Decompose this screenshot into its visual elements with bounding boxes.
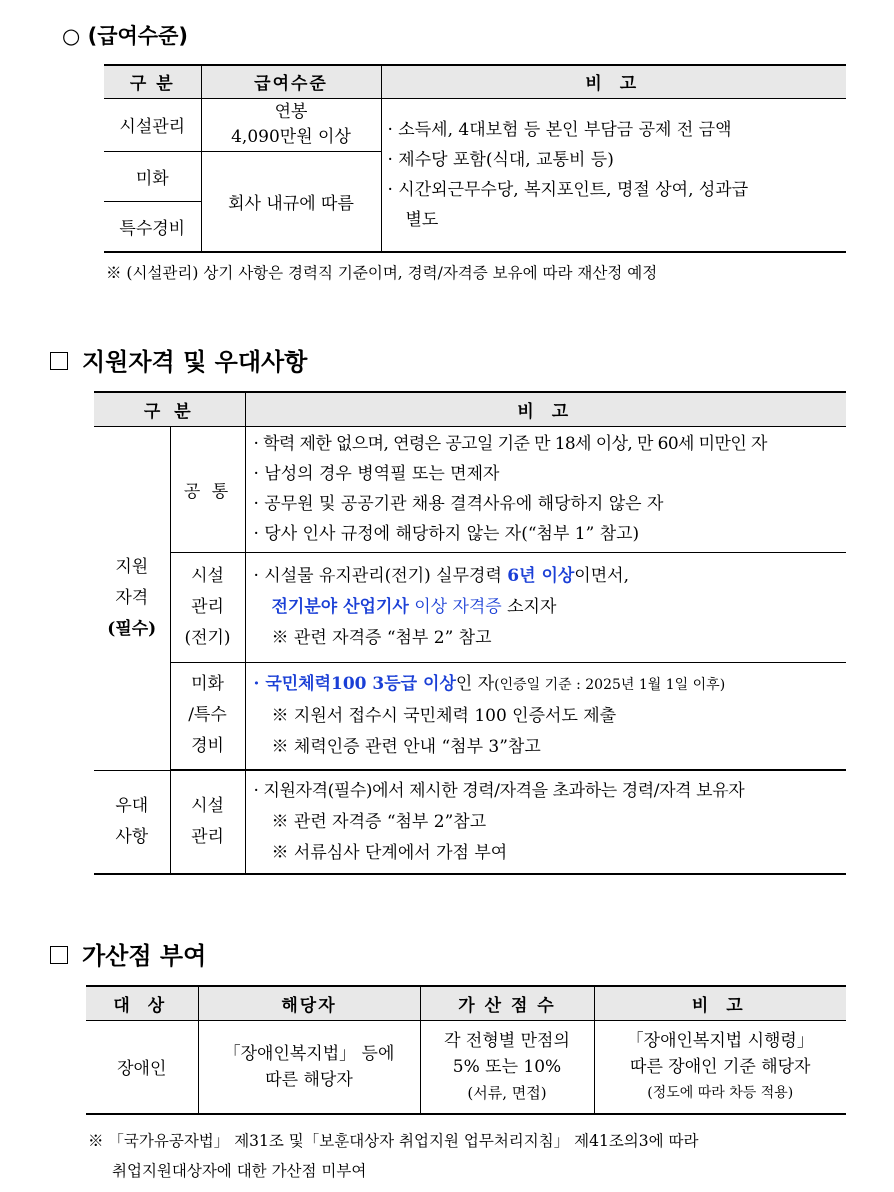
- preference-item: ※ 서류심사 단계에서 가점 부여: [271, 842, 508, 863]
- cleaning-highlight: · 국민체력100 3등급 이상: [253, 673, 456, 694]
- salary-level-internal: 회사 내규에 따름: [201, 151, 381, 252]
- cleaning-label-line: 미화: [191, 674, 224, 695]
- facility-highlight-years: 6년 이상: [507, 565, 575, 586]
- salary-remark-item: · 제수당 포함(식대, 교통비 등): [387, 149, 614, 170]
- bonus-footnote-line: ※ 「국가유공자법」 제31조 및「보훈대상자 취업지원 업무처리지침」 제41조의3에 따라: [88, 1132, 699, 1150]
- facility-text: 이면서,: [574, 565, 629, 586]
- bonus-table: [86, 985, 846, 1115]
- preference-label-line: 시설: [191, 796, 224, 816]
- bonus-eligible-line: 「장애인복지법」 등에: [223, 1043, 395, 1064]
- qualifications-heading-wrap: [50, 342, 307, 377]
- preference-label: [170, 770, 245, 874]
- salary-remark-item: · 소득세, 4대보험 등 본인 부담금 공제 전 금액: [387, 119, 732, 140]
- facility-line-2: [254, 592, 847, 623]
- qualifications-header-remark: 비 고: [245, 392, 846, 426]
- common-item: · 학력 제한 없으며, 연령은 공고일 기준 만 18세 이상, 만 60세 미만인 자: [253, 434, 767, 454]
- preference-item: ※ 관련 자격증 “첨부 2”참고: [271, 811, 487, 832]
- bonus-points-line: (서류, 면접): [467, 1083, 547, 1102]
- bonus-remark-line: (정도에 따라 차등 적용): [647, 1084, 794, 1101]
- qualifications-heading: 지원자격 및 우대사항: [82, 348, 308, 376]
- cleaning-text: 인 자: [455, 673, 495, 694]
- cleaning-line-1: [254, 669, 847, 701]
- bonus-header-remark: 비 고: [594, 986, 846, 1020]
- cleaning-line-2: ※ 지원서 접수시 국민체력 100 인증서도 제출: [271, 705, 617, 726]
- bonus-footnote-line: 취업지원대상자에 대한 가산점 미부여: [112, 1162, 367, 1180]
- required-group-line: 지원: [115, 556, 149, 577]
- checkbox-square-icon: [50, 946, 68, 964]
- bonus-eligible-line: 따른 해당자: [265, 1069, 353, 1090]
- cleaning-items: [245, 662, 846, 770]
- salary-level-facility: [201, 98, 381, 151]
- salary-header-level: 급여수준: [201, 65, 381, 98]
- cleaning-label-line: /특수: [188, 705, 227, 726]
- bonus-heading: 가산점 부여: [82, 942, 207, 970]
- bonus-header-eligible: 해당자: [198, 986, 420, 1020]
- cleaning-label: [170, 662, 245, 770]
- facility-line-3: ※ 관련 자격증 “첨부 2” 참고: [271, 627, 492, 648]
- common-item: · 공무원 및 공공기관 채용 결격사유에 해당하지 않은 자: [253, 494, 664, 514]
- common-label: 공 통: [170, 426, 245, 552]
- bonus-heading-wrap: [50, 936, 206, 971]
- bonus-points-line: 5% 또는 10%: [452, 1056, 562, 1077]
- required-group-line: 자격: [115, 587, 149, 608]
- cleaning-small-text: (인증일 기준 : 2025년 1월 1일 이후): [494, 676, 726, 693]
- required-group-line: (필수): [107, 618, 157, 639]
- salary-level-amount: 4,090만원 이상: [231, 126, 351, 147]
- salary-footnote: ※ (시설관리) 상기 사항은 경력직 기준이며, 경력/자격증 보유에 따라 재산정 예정: [106, 264, 658, 282]
- salary-remark-item: · 시간외근무수당, 복지포인트, 명절 상여, 성과급: [387, 179, 749, 200]
- salary-header-remark: 비 고: [381, 65, 846, 98]
- bonus-footnote: [88, 1126, 699, 1186]
- bonus-eligible: [198, 1020, 420, 1114]
- facility-text: 소지자: [501, 596, 557, 617]
- checkbox-square-icon: [50, 352, 68, 370]
- bonus-remark-line: 따른 장애인 기준 해당자: [630, 1056, 811, 1077]
- salary-header-category: 구 분: [104, 65, 201, 98]
- facility-text: · 시설물 유지관리(전기) 실무경력: [253, 565, 508, 586]
- preference-group-label: [94, 770, 170, 874]
- facility-blue-text: 이상 자격증: [408, 596, 502, 617]
- bonus-remark: [594, 1020, 846, 1114]
- salary-remarks: [381, 98, 846, 252]
- preference-label-line: 관리: [191, 827, 224, 847]
- cleaning-label-line: 경비: [191, 736, 224, 757]
- preference-items: [245, 770, 846, 874]
- salary-remark-item: 별도: [405, 209, 439, 230]
- bonus-header-target: 대 상: [86, 986, 198, 1020]
- facility-line-1: [254, 561, 847, 592]
- preference-item: · 지원자격(필수)에서 제시한 경력/자격을 초과하는 경력/자격 보유자: [253, 780, 745, 801]
- facility-label-line: 관리: [191, 596, 224, 617]
- preference-group-line: 우대: [115, 795, 149, 816]
- common-item: · 남성의 경우 병역필 또는 면제자: [253, 464, 500, 484]
- bonus-points-line: 각 전형별 만점의: [444, 1030, 570, 1051]
- common-item: · 당사 인사 규정에 해당하지 않는 자(“첨부 1” 참고): [253, 524, 640, 544]
- bonus-points: [420, 1020, 594, 1114]
- common-items: [245, 426, 846, 552]
- preference-group-line: 사항: [115, 826, 149, 847]
- bonus-remark-line: 「장애인복지법 시행령」: [626, 1030, 814, 1051]
- salary-row-cleaning: 미화: [104, 151, 201, 201]
- facility-label-line: 시설: [191, 565, 224, 586]
- salary-level-label: 연봉: [274, 101, 308, 122]
- facility-label-line: (전기): [184, 627, 231, 648]
- qualifications-header-category: 구 분: [94, 392, 245, 426]
- salary-heading: ○ (급여수준): [62, 24, 188, 48]
- salary-table: [104, 64, 846, 253]
- salary-row-facility: 시설관리: [104, 98, 201, 151]
- required-group-label: [94, 426, 170, 770]
- bonus-target: 장애인: [86, 1020, 198, 1114]
- bonus-header-points: 가 산 점 수: [420, 986, 594, 1020]
- facility-label: [170, 552, 245, 662]
- facility-items: [245, 552, 846, 662]
- facility-highlight-cert: 전기분야 산업기사: [271, 596, 409, 617]
- cleaning-line-3: ※ 체력인증 관련 안내 “첨부 3”참고: [271, 736, 541, 757]
- salary-row-security: 특수경비: [104, 201, 201, 252]
- qualifications-table: [94, 391, 846, 875]
